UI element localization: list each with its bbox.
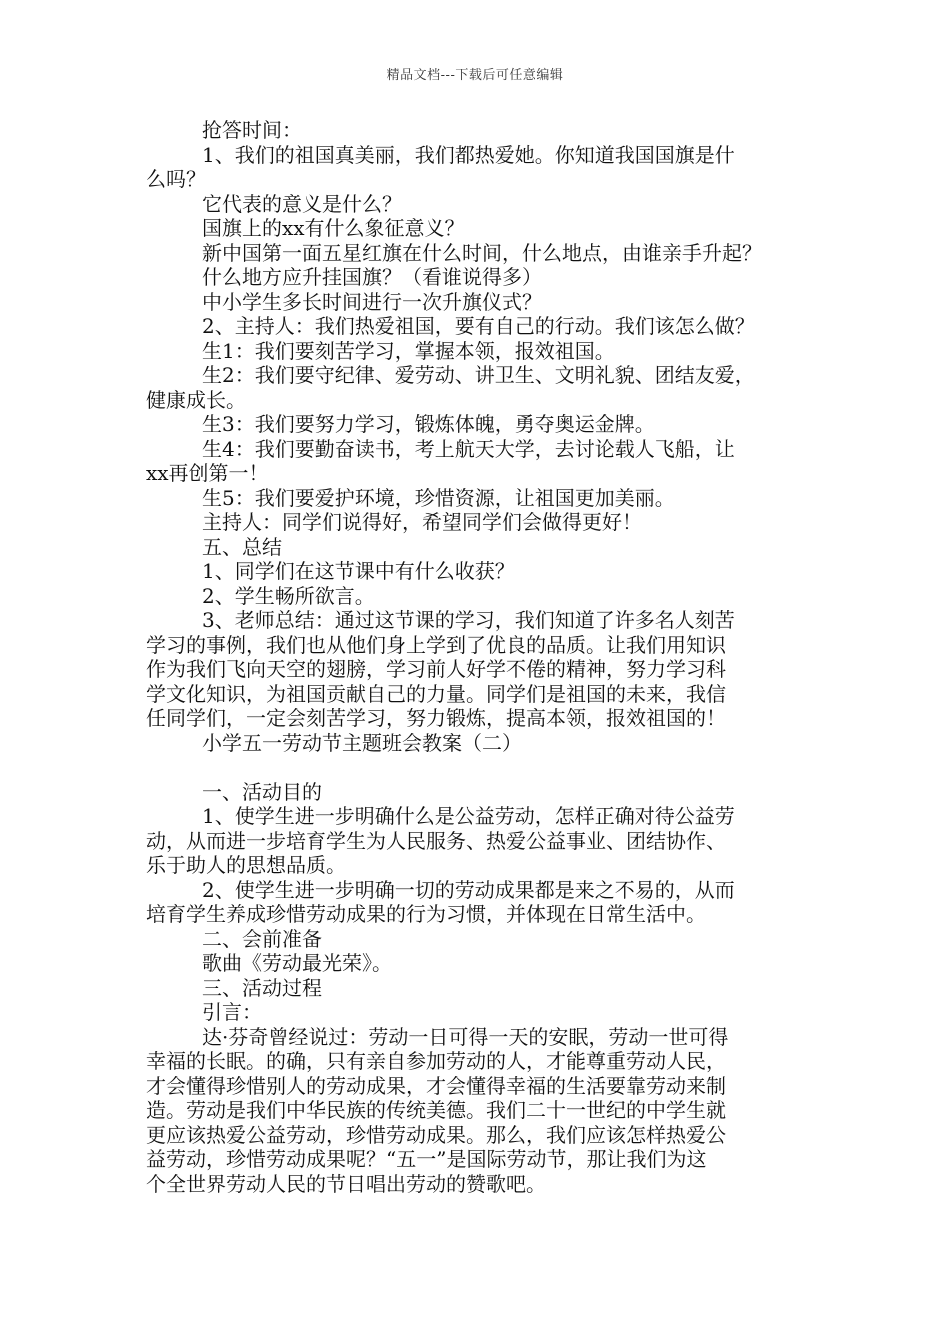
text-line: 个全世界劳动人民的节日唱出劳动的赞歌吧。 [146, 1171, 546, 1196]
text-line: 什么地方应升挂国旗？（看谁说得多） [202, 265, 542, 289]
document-body [146, 118, 814, 1196]
text-line: 3、老师总结：通过这节课的学习，我们知道了许多名人刻苦 [202, 608, 735, 632]
text-line: 抢答时间： [202, 118, 302, 142]
text-line: 1、我们的祖国真美丽，我们都热爱她。你知道我国国旗是什 [202, 142, 735, 167]
text-line: 二、会前准备 [202, 926, 322, 951]
text-line: 更应该热爱公益劳动，珍惜劳动成果。那么，我们应该怎样热爱公 [146, 1122, 726, 1147]
text-line: 歌曲《劳动最光荣》。 [202, 951, 392, 975]
text-line: 2、主持人：我们热爱祖国，要有自己的行动。我们该怎么做？ [202, 314, 755, 338]
text-line: 达·芬奇曾经说过：劳动一日可得一天的安眠，劳动一世可得 [202, 1024, 729, 1049]
text-line: 生1：我们要刻苦学习，掌握本领，报效祖国。 [202, 338, 615, 363]
text-line: 小学五一劳动节主题班会教案（二） [202, 730, 522, 755]
text-line: 中小学生多长时间进行一次升旗仪式？ [202, 289, 542, 314]
text-line: 生4：我们要勤奋读书，考上航天大学，去讨论载人飞船，让 [202, 436, 735, 461]
text-line: 生3：我们要努力学习，锻炼体魄，勇夺奥运金牌。 [202, 412, 655, 436]
text-line: 乐于助人的思想品质。 [146, 853, 346, 877]
text-line: xx再创第一！ [146, 461, 269, 485]
text-line: 2、学生畅所欲言。 [202, 583, 375, 608]
text-line: 学文化知识，为祖国贡献自己的力量。同学们是祖国的未来，我信 [146, 681, 726, 706]
text-line: 1、同学们在这节课中有什么收获？ [202, 559, 515, 583]
text-line: 生5：我们要爱护环境，珍惜资源，让祖国更加美丽。 [202, 485, 675, 510]
text-line: 1、使学生进一步明确什么是公益劳动，怎样正确对待公益劳 [202, 804, 735, 828]
text-line: 动，从而进一步培育学生为人民服务、热爱公益事业、团结协作、 [146, 828, 726, 853]
text-line: 健康成长。 [146, 387, 246, 412]
text-line: 才会懂得珍惜别人的劳动成果，才会懂得幸福的生活要靠劳动来制 [146, 1073, 726, 1098]
text-line: 培育学生养成珍惜劳动成果的行为习惯，并体现在日常生活中。 [146, 902, 706, 926]
text-line: 三、活动过程 [202, 975, 322, 1000]
text-line: 学习的事例，我们也从他们身上学到了优良的品质。让我们用知识 [146, 632, 726, 657]
text-line: 任同学们，一定会刻苦学习，努力锻炼，提高本领，报效祖国的！ [146, 706, 726, 730]
text-line: 五、总结 [202, 534, 282, 559]
text-line: 么吗？ [146, 167, 206, 191]
text-line: 生2：我们要守纪律、爱劳动、讲卫生、文明礼貌、团结友爱， [202, 363, 755, 387]
text-line: 益劳动，珍惜劳动成果呢？“五一”是国际劳动节，那让我们为这 [146, 1147, 707, 1171]
text-line: 作为我们飞向天空的翅膀，学习前人好学不倦的精神，努力学习科 [146, 657, 726, 681]
text-line: 一、活动目的 [202, 779, 322, 804]
text-line: 2、使学生进一步明确一切的劳动成果都是来之不易的，从而 [202, 877, 735, 902]
page-header: 精品文档---下载后可任意编辑 [386, 68, 564, 83]
text-line: 幸福的长眠。的确，只有亲自参加劳动的人，才能尊重劳动人民， [146, 1049, 726, 1073]
text-line: 主持人：同学们说得好，希望同学们会做得更好！ [202, 510, 642, 534]
text-line: 新中国第一面五星红旗在什么时间，什么地点，由谁亲手升起？ [202, 240, 762, 265]
blank-line [146, 755, 814, 780]
text-line: 引言： [202, 1000, 262, 1024]
text-line: 它代表的意义是什么？ [202, 191, 402, 216]
text-line: 造。劳动是我们中华民族的传统美德。我们二十一世纪的中学生就 [146, 1098, 726, 1122]
text-line: 国旗上的xx有什么象征意义？ [202, 216, 465, 240]
